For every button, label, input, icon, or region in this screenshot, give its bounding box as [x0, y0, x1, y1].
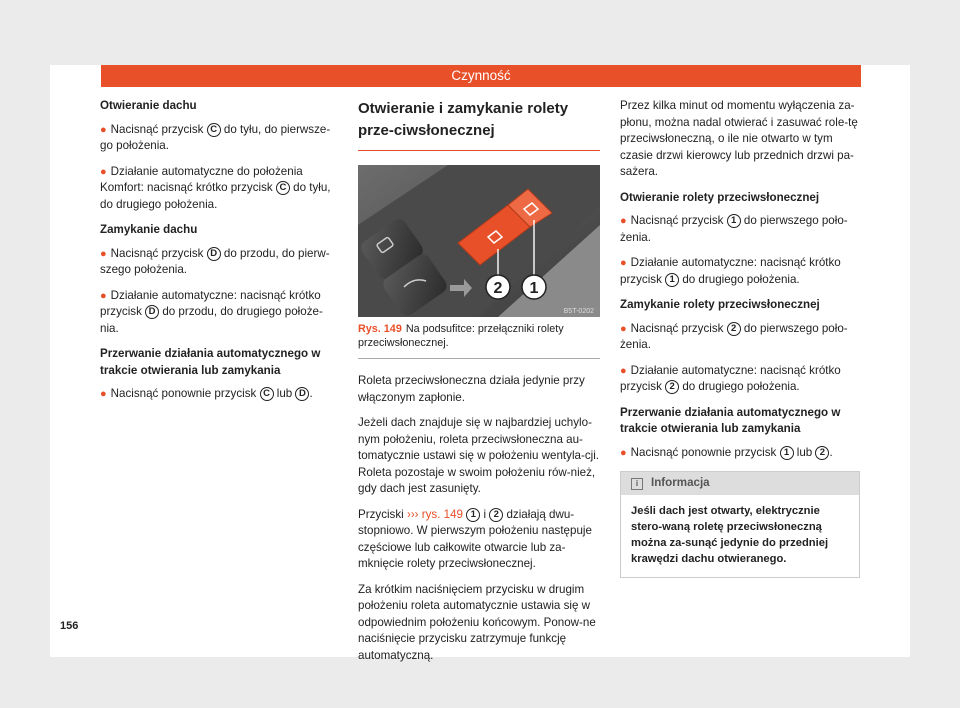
- key-badge: D: [295, 387, 309, 401]
- list-item: [620, 363, 860, 396]
- figure-code: B5T-0202: [563, 308, 594, 315]
- list-item: [100, 386, 338, 403]
- key-badge: D: [207, 247, 221, 261]
- text: lub: [273, 387, 296, 400]
- page-header: Czynność: [101, 65, 861, 87]
- middle-column: [358, 98, 600, 673]
- key-badge: 2: [489, 508, 503, 522]
- key-badge: D: [145, 305, 159, 319]
- list-item: [100, 246, 338, 279]
- heading-open-roof: Otwieranie dachu: [100, 99, 197, 112]
- bullet-icon: ●: [620, 446, 627, 459]
- key-badge: 2: [815, 446, 829, 460]
- info-box: [620, 471, 860, 578]
- figure-caption: [358, 317, 600, 359]
- paragraph: Przez kilka minut od momentu wyłączenia za-płonu, można nadal otwierać i zasuwać role-tę przeciwsłoneczną, o ile nie otwarto w tym czasie drzwi kierowcy lub przednich drzwi pa-sażera.: [620, 99, 858, 178]
- key-badge: 1: [665, 273, 679, 287]
- text: Nacisnąć przycisk: [110, 122, 207, 136]
- heading-interrupt: Przerwanie działania automatycznego w trakcie otwierania lub zamykania: [620, 405, 841, 435]
- key-badge: C: [260, 387, 274, 401]
- switch-illustration: [358, 165, 600, 317]
- text: .: [309, 387, 313, 400]
- info-title: Informacja: [651, 476, 710, 489]
- list-item: [620, 255, 860, 288]
- text: Nacisnąć ponownie przycisk: [110, 387, 260, 400]
- text: do przodu, do drugiego położe-nia.: [100, 305, 323, 335]
- text: .: [829, 445, 833, 459]
- figure-link[interactable]: ››› rys. 149: [406, 507, 463, 521]
- bullet-icon: ●: [100, 123, 107, 136]
- heading-open-sunblind: Otwieranie rolety przeciwsłonecznej: [620, 190, 820, 204]
- text: Nacisnąć przycisk: [110, 246, 207, 260]
- bullet-icon: ●: [100, 247, 107, 260]
- key-badge: C: [276, 181, 290, 195]
- page-number: 156: [60, 620, 79, 632]
- text: do drugiego położenia.: [679, 380, 800, 393]
- text: do tyłu, do drugiego położenia.: [100, 181, 331, 211]
- bullet-icon: ●: [620, 364, 627, 377]
- text: Nacisnąć przycisk: [630, 214, 727, 227]
- bullet-icon: ●: [620, 257, 627, 269]
- paragraph: [358, 507, 600, 573]
- bullet-icon: ●: [620, 322, 627, 335]
- text: Nacisnąć ponownie przycisk: [630, 445, 780, 459]
- right-column: [620, 98, 860, 578]
- info-header: [621, 472, 859, 495]
- text: do przodu, do pierw-szego położenia.: [100, 246, 330, 276]
- info-text: Jeśli dach jest otwarty, elektrycznie stero-waną roletę przeciwsłoneczną można za-sunąć jedynie do przedniej krawędzi dachu otwieranego.: [631, 504, 829, 565]
- key-badge: 1: [780, 446, 794, 460]
- text: Nacisnąć przycisk: [630, 321, 727, 335]
- key-badge: C: [207, 123, 221, 137]
- text: do pierwszego poło-żenia.: [620, 321, 848, 351]
- list-item: [100, 288, 338, 338]
- text: działają dwu-stopniowo. W pierwszym położeniu następuje częściowe lub całkowite otwarcie lub za-mknięcie rolety przeciwsłonecznej.: [358, 507, 592, 570]
- list-item: [620, 321, 860, 354]
- bullet-icon: ●: [620, 215, 627, 227]
- key-badge: 1: [727, 214, 741, 228]
- text: do pierwszego poło-żenia.: [620, 214, 848, 244]
- list-item: [620, 445, 860, 462]
- text: i: [480, 507, 490, 521]
- caption-text: Na podsufitce: przełączniki rolety przeciwsłonecznej.: [358, 323, 564, 349]
- key-badge: 1: [466, 508, 480, 522]
- left-column: [100, 98, 338, 412]
- info-icon: i: [631, 478, 643, 490]
- section-title: Otwieranie i zamykanie rolety prze-ciwsłonecznej: [358, 98, 600, 151]
- callout-2-label: 2: [493, 280, 503, 297]
- text: Działanie automatyczne: nacisnąć krótko przycisk: [620, 363, 841, 393]
- text: lub: [793, 445, 816, 459]
- paragraph: Roleta przeciwsłoneczna działa jedynie przy włączonym zapłonie.: [358, 374, 585, 404]
- key-badge: 2: [665, 380, 679, 394]
- list-item: [100, 122, 338, 155]
- list-item: [100, 164, 338, 214]
- heading-close-sunblind: Zamykanie rolety przeciwsłonecznej: [620, 298, 820, 311]
- callout-1-label: 1: [529, 280, 539, 297]
- text: do drugiego położenia.: [679, 272, 800, 286]
- figure-ref: Rys. 149: [358, 323, 402, 335]
- figure-sunblind-switches: [358, 165, 600, 317]
- heading-interrupt: Przerwanie działania automatycznego w trakcie otwierania lub zamykania: [100, 347, 321, 377]
- bullet-icon: ●: [100, 388, 107, 400]
- heading-close-roof: Zamykanie dachu: [100, 223, 198, 236]
- key-badge: 2: [727, 322, 741, 336]
- text: Działanie automatyczne: nacisnąć krótko przycisk: [100, 288, 321, 318]
- bullet-icon: ●: [100, 165, 107, 178]
- bullet-icon: ●: [100, 289, 107, 302]
- paragraph: Jeżeli dach znajduje się w najbardziej uchylo-nym położeniu, roleta przeciwsłoneczna au-tomatycznie ustawi się w położeniu wentyla-cji. Roleta pozostaje w swoim położeniu rów-nież, gdy dach jest zasunięty.: [358, 416, 599, 495]
- list-item: [620, 213, 860, 246]
- text: Działanie automatyczne do położenia Komfort: nacisnąć krótko przycisk: [100, 164, 303, 194]
- paragraph: Za krótkim naciśnięciem przycisku w drugim położeniu roleta automatycznie ustawia się w odpowiednim położeniu końcowym. Ponow-ne naciśnięcie przycisku zatrzymuje funkcję automatyczną.: [358, 582, 596, 662]
- text: Przyciski: [358, 507, 407, 521]
- text: do tyłu, do pierwsze-go położenia.: [100, 122, 331, 152]
- text: Działanie automatyczne: nacisnąć krótko przycisk: [620, 256, 841, 286]
